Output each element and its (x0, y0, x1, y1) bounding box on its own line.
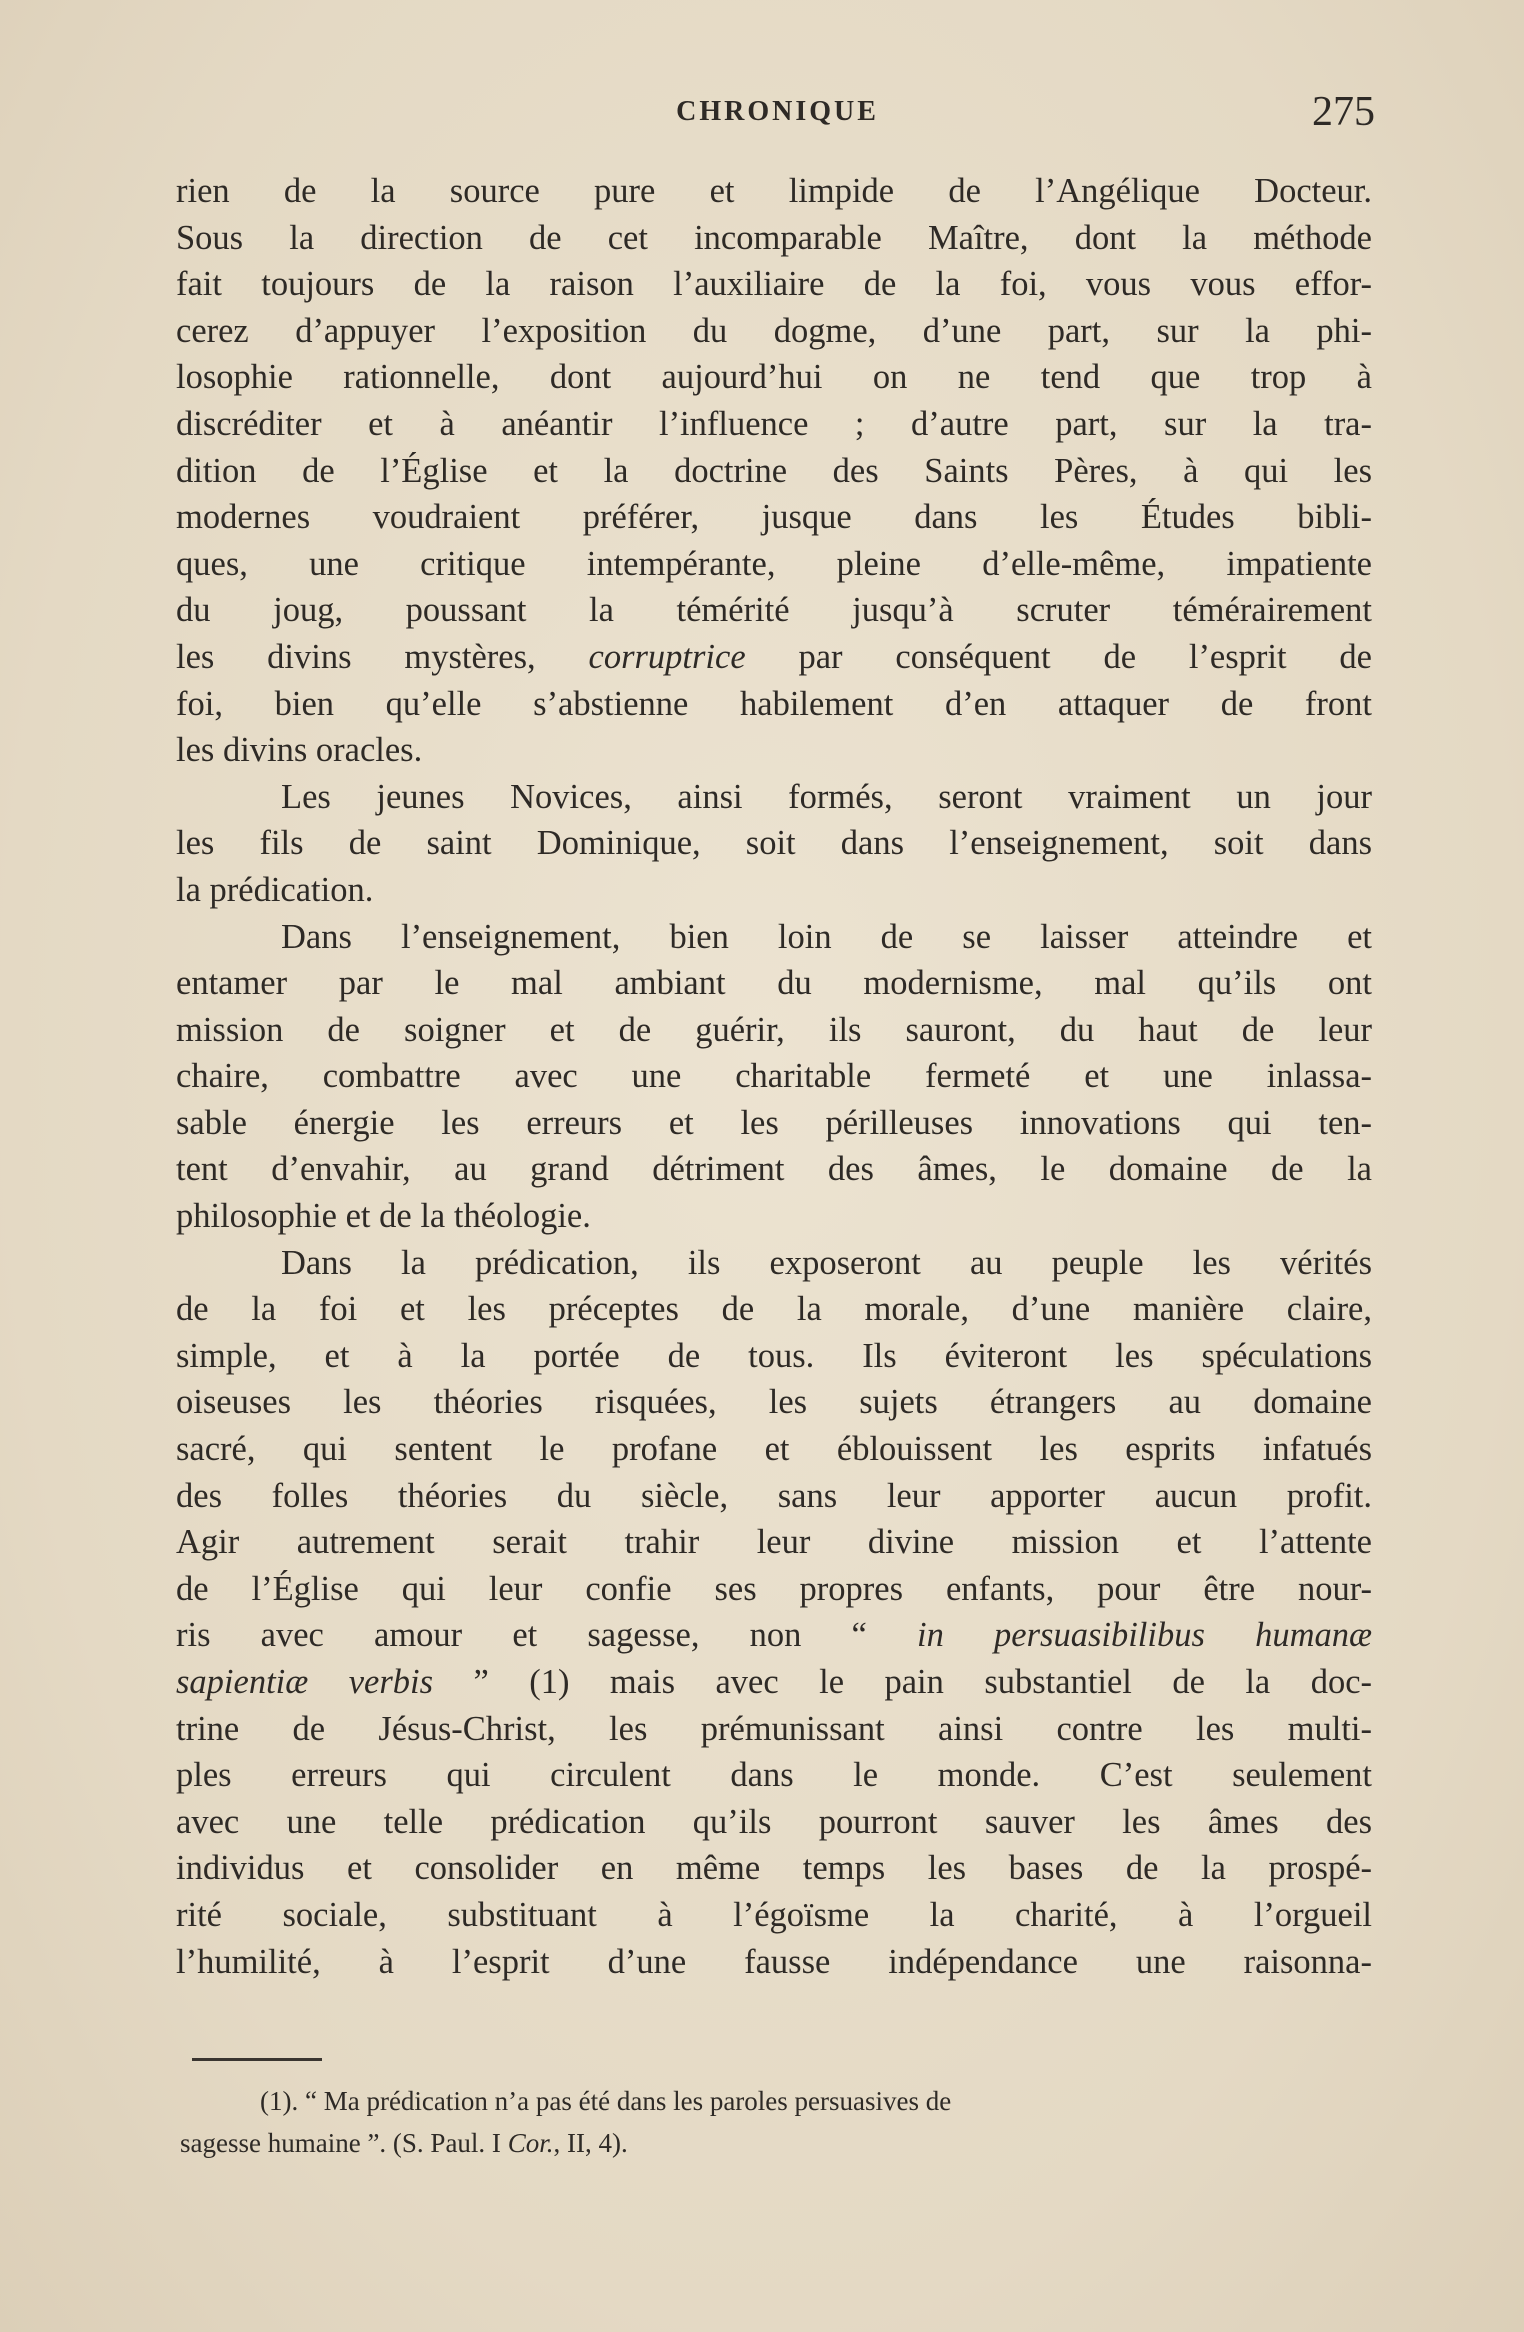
running-title: CHRONIQUE (676, 96, 879, 127)
text-line: sable énergie les erreurs et les périlleuses innovations qui ten- (176, 1103, 1372, 1142)
text-line: tent d’envahir, au grand détriment des âmes, le domaine de la (176, 1150, 1372, 1189)
text-line: les divins mystères, corruptrice par conséquent de l’esprit de (176, 637, 1372, 676)
text-line: les fils de saint Dominique, soit dans l’enseignement, soit dans (176, 824, 1372, 863)
footnote-divider (192, 2058, 322, 2061)
text-line: oiseuses les théories risquées, les sujets étrangers au domaine (176, 1383, 1372, 1422)
text-line: sacré, qui sentent le profane et éblouissent les esprits infatués (176, 1430, 1372, 1469)
footnote-line: sagesse humaine ”. (S. Paul. I Cor., II, 4). (180, 2128, 628, 2158)
text-line: l’humilité, à l’esprit d’une fausse indépendance une raisonna- (176, 1942, 1372, 1981)
text-line: mission de soigner et de guérir, ils sauront, du haut de leur (176, 1010, 1372, 1049)
text-line: entamer par le mal ambiant du modernisme, mal qu’ils ont (176, 964, 1372, 1003)
text-line: rité sociale, substituant à l’égoïsme la charité, à l’orgueil (176, 1895, 1372, 1934)
text-line: chaire, combattre avec une charitable fermeté et une inlassa- (176, 1057, 1372, 1096)
text-line: avec une telle prédication qu’ils pourront sauver les âmes des (176, 1802, 1372, 1841)
text-line: discréditer et à anéantir l’influence ; d’autre part, sur la tra- (176, 404, 1372, 443)
text-line: Dans la prédication, ils exposeront au peuple les vérités (281, 1243, 1372, 1282)
text-line: des folles théories du siècle, sans leur apporter aucun profit. (176, 1476, 1372, 1515)
text-line: foi, bien qu’elle s’abstienne habilement d’en attaquer de front (176, 684, 1372, 723)
text-line: dition de l’Église et la doctrine des Saints Pères, à qui les (176, 451, 1372, 490)
latin-quotation: sapientiæ verbis (176, 1663, 434, 1701)
text-line: simple, et à la portée de tous. Ils éviteront les spéculations (176, 1336, 1372, 1375)
text-line: ris avec amour et sagesse, non “ in persuasibilibus humanæ (176, 1616, 1372, 1655)
text-line: la prédication. (176, 870, 374, 909)
body-text (176, 168, 1372, 1985)
text-line: Agir autrement serait trahir leur divine mission et l’attente (176, 1523, 1372, 1562)
page-number: 275 (1312, 89, 1375, 135)
footnote-line: (1). “ Ma prédication n’a pas été dans les paroles persuasives de (260, 2086, 952, 2116)
text-line: de l’Église qui leur confie ses propres enfants, pour être nour- (176, 1569, 1372, 1608)
text-line: cerez d’appuyer l’exposition du dogme, d’une part, sur la phi- (176, 311, 1372, 350)
text-line: trine de Jésus-Christ, les prémunissant ainsi contre les multi- (176, 1709, 1372, 1748)
text-line: rien de la source pure et limpide de l’Angélique Docteur. (176, 172, 1372, 210)
text-line: Les jeunes Novices, ainsi formés, seront vraiment un jour (281, 777, 1372, 816)
text-line: ples erreurs qui circulent dans le monde. C’est seulement (176, 1756, 1372, 1795)
text-line: sapientiæ verbis ” (1) mais avec le pain substantiel de la doc- (176, 1663, 1372, 1701)
footnote (180, 2080, 1330, 2164)
text-line: individus et consolider en même temps les bases de la prospé- (176, 1849, 1372, 1888)
text-line: ques, une critique intempérante, pleine d’elle-même, impatiente (176, 544, 1372, 583)
text-line: les divins oracles. (176, 731, 423, 770)
text-line: fait toujours de la raison l’auxiliaire de la foi, vous vous effor- (176, 265, 1372, 304)
page-header (180, 88, 1375, 138)
text-line: Sous la direction de cet incomparable Maître, dont la méthode (176, 218, 1372, 257)
text-line: philosophie et de la théologie. (176, 1197, 591, 1236)
text-line: losophie rationnelle, dont aujourd’hui on ne tend que trop à (176, 358, 1372, 397)
text-line: du joug, poussant la témérité jusqu’à scruter témérairement (176, 591, 1372, 630)
text-line: modernes voudraient préférer, jusque dans les Études bibli- (176, 498, 1372, 537)
latin-quotation: in persuasibilibus humanæ (917, 1616, 1372, 1655)
text-line: Dans l’enseignement, bien loin de se laisser atteindre et (281, 917, 1372, 956)
latin-quotation: corruptrice (588, 637, 746, 676)
text-line: de la foi et les préceptes de la morale, d’une manière claire, (176, 1290, 1372, 1329)
